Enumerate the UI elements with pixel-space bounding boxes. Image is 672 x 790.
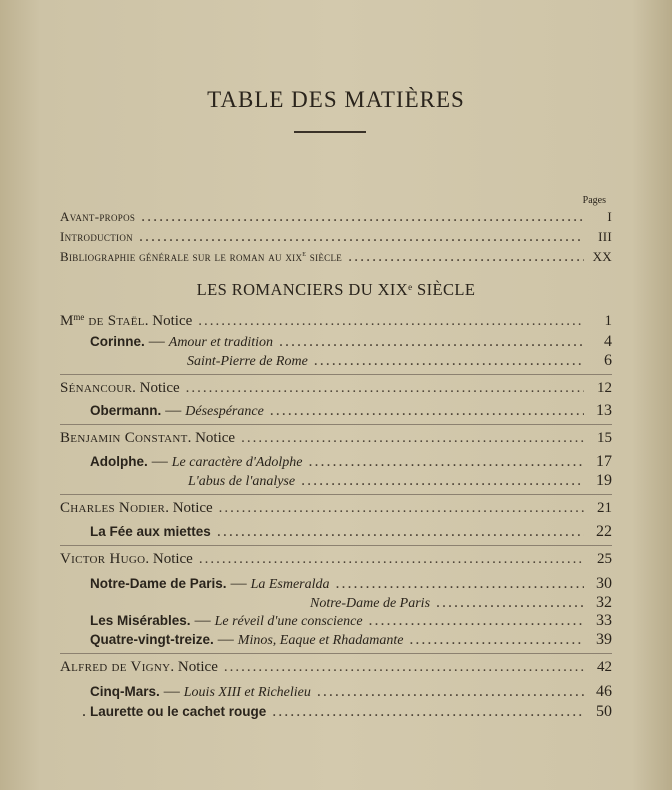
leader-dots	[219, 500, 584, 517]
toc-row-corinne[interactable]: Corinne. — Amour et tradition ..... 4	[90, 333, 612, 351]
excerpt-title: Amour et tradition	[168, 335, 273, 350]
toc-label: Introduction	[60, 229, 133, 244]
toc-page: 33	[596, 612, 612, 629]
toc-row-vigny[interactable]	[60, 659, 612, 676]
leader-dots	[224, 659, 584, 676]
toc-label: Bibliographie générale sur le roman au xix$^e$ siècle	[60, 248, 343, 264]
toc-row-senancour[interactable]	[60, 380, 612, 397]
toc-page: 6	[604, 352, 612, 369]
toc-row-hugo[interactable]	[60, 551, 612, 568]
excerpt-title: Le caractère d'Adolphe	[171, 455, 303, 470]
toc-page: 1	[604, 313, 612, 329]
work-title: Adolphe.	[90, 454, 148, 469]
toc-row-adolphe[interactable]: Adolphe. — Le caractère d'Adolphe ..... 17	[90, 453, 612, 471]
excerpt-title: La Esmeralda	[250, 577, 330, 592]
toc-row-introduction[interactable]	[60, 228, 612, 246]
excerpt-title: Désespérance	[185, 404, 264, 419]
toc-row-laurette[interactable]: . Laurette ou le cachet rouge ..... 50	[82, 703, 612, 721]
section-divider	[60, 494, 612, 495]
author-name: $M^{me}$ de Staël. Notice	[60, 312, 193, 329]
leader-dots	[301, 472, 584, 490]
toc-row-nodier[interactable]	[60, 500, 612, 517]
toc-row-obermann[interactable]: Obermann. — Désespérance ..... 13	[90, 402, 612, 420]
toc-page: 19	[596, 472, 612, 489]
leader-dots	[336, 575, 584, 593]
toc-row-cinqmars[interactable]: Cinq-Mars. — Louis XIII et Richelieu ..... 46	[90, 683, 612, 701]
section-divider	[60, 653, 612, 654]
leader-dots	[369, 612, 584, 630]
excerpt-title: Notre-Dame de Paris	[310, 596, 431, 611]
section-divider	[60, 424, 612, 425]
author-name: Alfred de Vigny. Notice	[60, 659, 218, 675]
leader-dots	[409, 631, 584, 649]
leader-dots	[198, 313, 584, 330]
toc-page: 15	[597, 430, 612, 446]
leader-dots	[314, 352, 584, 370]
toc-row-constant[interactable]	[60, 430, 612, 447]
leader-dots	[272, 703, 584, 721]
author-name: Victor Hugo. Notice	[60, 551, 193, 567]
work-title: Laurette ou le cachet rouge	[90, 704, 267, 719]
toc-row-stael[interactable]	[60, 312, 612, 330]
page-title: TABLE DES MATIÈRES	[207, 87, 465, 113]
leader-dots	[436, 594, 584, 612]
toc-page: 4	[604, 333, 612, 350]
toc-label: Avant-propos	[60, 209, 136, 224]
excerpt-title: L'abus de l'analyse	[188, 474, 296, 489]
toc-row-quatre[interactable]: Quatre-vingt-treize. — Minos, Eaque et Rhadamante ..... 39	[90, 631, 612, 649]
toc-page: 30	[596, 575, 612, 592]
author-name: Sénancour. Notice	[60, 380, 180, 396]
leader-dots	[241, 430, 584, 447]
toc-row-adolphe-2[interactable]	[188, 472, 612, 490]
toc-page: I	[607, 209, 612, 224]
toc-row-avant-propos[interactable]	[60, 208, 612, 226]
toc-page: 32	[596, 594, 612, 611]
leader-dots	[279, 333, 584, 351]
toc-page: 39	[596, 631, 612, 648]
leader-dots	[199, 551, 584, 568]
toc-page: 13	[596, 402, 612, 419]
toc-row-notredame[interactable]: Notre-Dame de Paris. — La Esmeralda ..... 30	[90, 575, 612, 593]
work-title: Les Misérables.	[90, 613, 191, 628]
excerpt-title: Le réveil d'une conscience	[214, 614, 363, 629]
title-rule	[294, 131, 366, 133]
pages-column-label: Pages	[582, 195, 606, 206]
leader-dots	[139, 228, 584, 246]
toc-page: 21	[597, 500, 612, 516]
toc-page: XX	[592, 249, 612, 264]
leader-dots	[309, 453, 584, 471]
leader-dots	[186, 380, 584, 397]
author-name: Charles Nodier. Notice	[60, 500, 213, 516]
work-title: Notre-Dame de Paris.	[90, 576, 227, 591]
leader-dots	[317, 683, 584, 701]
toc-page: III	[598, 229, 612, 244]
toc-page: 25	[597, 551, 612, 567]
toc-row-corinne-2[interactable]	[187, 352, 612, 370]
author-name: Benjamin Constant. Notice	[60, 430, 236, 446]
leader-dots	[348, 248, 584, 266]
toc-page: 46	[596, 683, 612, 700]
excerpt-title: Minos, Eaque et Rhadamante	[237, 633, 404, 648]
toc-row-miserables[interactable]: Les Misérables. — Le réveil d'une conscience ..... 33	[90, 612, 612, 630]
section-divider	[60, 374, 612, 375]
leader-dots	[217, 523, 584, 541]
work-title: Quatre-vingt-treize.	[90, 632, 214, 647]
toc-row-notredame-2[interactable]	[310, 594, 612, 612]
toc-row-bibliographie[interactable]	[60, 248, 612, 266]
work-title: Corinne.	[90, 334, 145, 349]
work-title: Obermann.	[90, 403, 162, 418]
toc-page: 50	[596, 703, 612, 720]
work-title: Cinq-Mars.	[90, 684, 160, 699]
toc-page: 22	[596, 523, 612, 540]
leader-dots	[270, 402, 584, 420]
work-title: La Fée aux miettes	[90, 524, 211, 539]
toc-row-fee[interactable]	[90, 523, 612, 541]
toc-page: 12	[597, 380, 612, 396]
excerpt-title: Louis XIII et Richelieu	[183, 685, 311, 700]
section-divider	[60, 545, 612, 546]
excerpt-title: Saint-Pierre de Rome	[187, 354, 308, 369]
section-heading: LES ROMANCIERS DU XIXe SIÈCLE	[196, 280, 476, 299]
toc-page: 42	[597, 659, 612, 675]
toc-page: 17	[596, 453, 612, 470]
leader-dots	[141, 208, 584, 226]
